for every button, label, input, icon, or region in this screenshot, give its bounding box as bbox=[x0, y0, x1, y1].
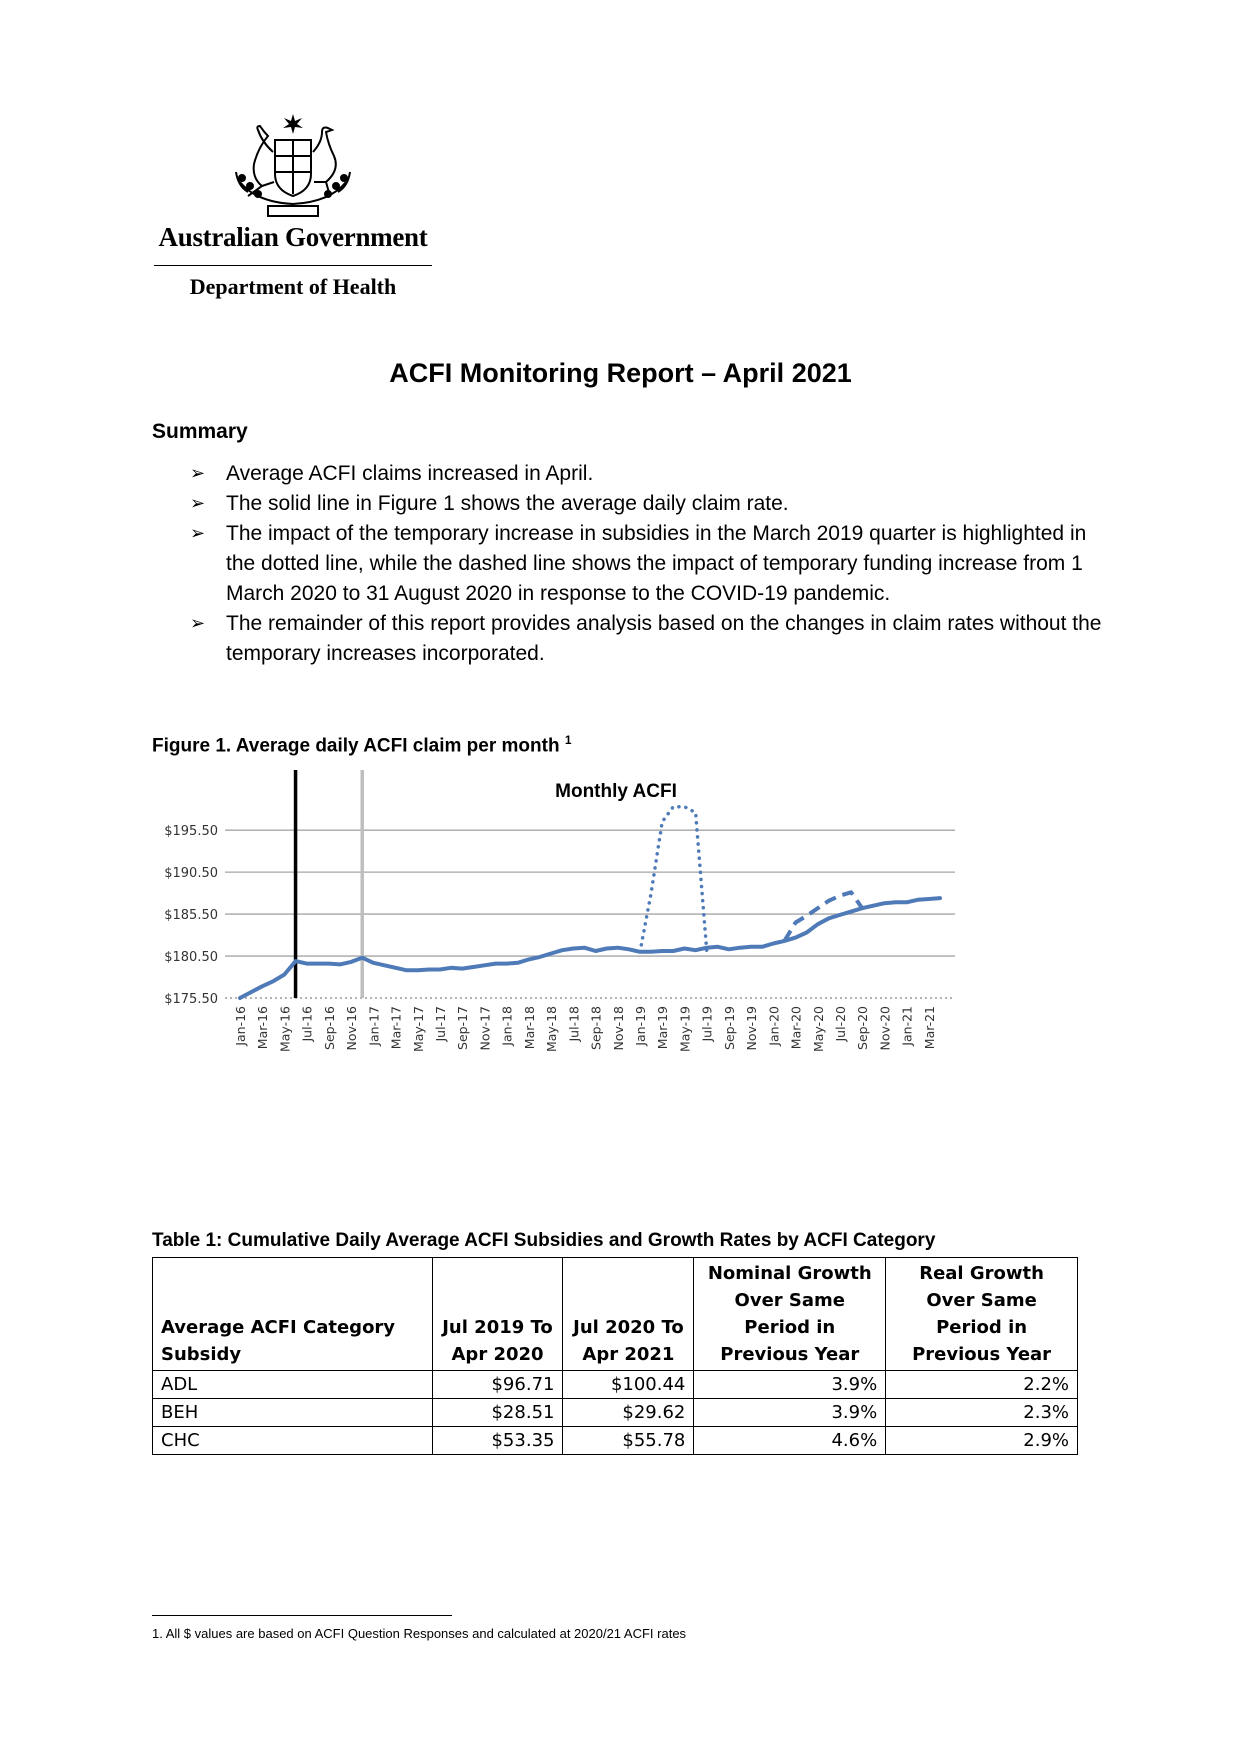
bullet-item bbox=[190, 459, 1110, 489]
logo-divider bbox=[154, 265, 432, 266]
government-logo bbox=[152, 112, 434, 312]
x-tick-label: Jul-18 bbox=[566, 1006, 582, 1042]
x-tick-label: Jul-16 bbox=[299, 1006, 315, 1042]
y-tick-label: $175.50 bbox=[164, 992, 218, 1007]
value-cell: $53.35 bbox=[432, 1427, 563, 1455]
header-real-growth: Real Growth Over Same Period in Previous Year bbox=[886, 1258, 1078, 1371]
value-cell: $100.44 bbox=[563, 1371, 694, 1399]
arrow-bullet-icon: ➢ bbox=[190, 523, 206, 544]
footnote-divider bbox=[152, 1615, 452, 1616]
y-tick-label: $180.50 bbox=[164, 950, 218, 966]
x-tick-label: Jan-20 bbox=[766, 1006, 782, 1046]
header-nominal-growth: Nominal Growth Over Same Period in Previous Year bbox=[694, 1258, 886, 1371]
chart-series bbox=[240, 807, 940, 998]
table-caption: Table 1: Cumulative Daily Average ACFI Subsidies and Growth Rates by ACFI Category bbox=[152, 1230, 936, 1251]
x-tick-label: Sep-20 bbox=[855, 1006, 871, 1050]
category-cell: ADL bbox=[153, 1371, 433, 1399]
summary-bullets bbox=[190, 459, 1110, 669]
x-tick-label: May-17 bbox=[410, 1006, 426, 1053]
x-tick-label: Mar-18 bbox=[521, 1006, 537, 1050]
x-tick-label: Jan-18 bbox=[499, 1006, 515, 1046]
x-tick-label: Jan-17 bbox=[366, 1006, 382, 1046]
y-tick-label: $190.50 bbox=[164, 866, 218, 882]
x-tick-label: Nov-19 bbox=[744, 1006, 760, 1051]
arrow-bullet-icon: ➢ bbox=[190, 493, 206, 514]
category-cell: BEH bbox=[153, 1399, 433, 1427]
table-row bbox=[153, 1399, 1078, 1427]
x-tick-label: Mar-21 bbox=[921, 1006, 937, 1050]
x-tick-label: May-20 bbox=[810, 1006, 826, 1053]
x-tick-label: Mar-20 bbox=[788, 1006, 804, 1050]
header-period-2020-21: Jul 2020 To Apr 2021 bbox=[563, 1258, 694, 1371]
series-line-solid bbox=[240, 898, 940, 998]
x-tick-label: Sep-19 bbox=[721, 1006, 737, 1050]
bullet-item bbox=[190, 609, 1110, 669]
government-name: Australian Government bbox=[158, 222, 428, 252]
bullet-text: The impact of the temporary increase in subsidies in the March 2019 quarter is highlighted in the dotted line, while the dashed line shows the impact of temporary funding increase from 1 March 2020 to 31 August 2020 in response to the COVID-19 pandemic. bbox=[226, 522, 1087, 605]
growth-cell: 2.3% bbox=[886, 1399, 1078, 1427]
coat-of-arms-icon bbox=[218, 112, 368, 220]
footnote-marker: 1 bbox=[564, 733, 572, 747]
value-cell: $96.71 bbox=[432, 1371, 563, 1399]
figure-caption-text: Figure 1. Average daily ACFI claim per month bbox=[152, 735, 560, 757]
arrow-bullet-icon: ➢ bbox=[190, 463, 206, 484]
y-axis-ticks bbox=[164, 824, 218, 1007]
series-line-dotted bbox=[640, 807, 707, 952]
table-header-row bbox=[153, 1258, 1078, 1371]
figure-caption bbox=[152, 733, 572, 757]
x-tick-label: May-16 bbox=[277, 1006, 293, 1053]
growth-cell: 2.9% bbox=[886, 1427, 1078, 1455]
x-tick-label: Jul-17 bbox=[433, 1006, 448, 1042]
bullet-text: The solid line in Figure 1 shows the average daily claim rate. bbox=[226, 492, 789, 515]
x-tick-label: Sep-16 bbox=[321, 1006, 337, 1050]
x-tick-label: Mar-16 bbox=[255, 1006, 271, 1050]
chart-title: Monthly ACFI bbox=[555, 781, 677, 802]
category-cell: CHC bbox=[153, 1427, 433, 1455]
arrow-bullet-icon: ➢ bbox=[190, 613, 206, 634]
x-tick-label: Sep-17 bbox=[455, 1006, 471, 1050]
x-tick-label: Jan-16 bbox=[233, 1006, 248, 1046]
growth-cell: 3.9% bbox=[694, 1371, 886, 1399]
x-tick-label: Jul-20 bbox=[833, 1006, 848, 1042]
x-tick-label: Jan-19 bbox=[633, 1006, 648, 1046]
x-tick-label: Nov-20 bbox=[877, 1006, 893, 1051]
value-cell: $28.51 bbox=[432, 1399, 563, 1427]
table-row bbox=[153, 1427, 1078, 1455]
bullet-item bbox=[190, 489, 1110, 519]
value-cell: $55.78 bbox=[563, 1427, 694, 1455]
summary-heading: Summary bbox=[152, 420, 248, 443]
x-tick-label: Jan-21 bbox=[899, 1006, 915, 1046]
report-title: ACFI Monitoring Report – April 2021 bbox=[389, 358, 852, 388]
y-tick-label: $185.50 bbox=[164, 908, 218, 924]
x-tick-label: May-18 bbox=[544, 1006, 560, 1053]
table-row bbox=[153, 1371, 1078, 1399]
y-tick-label: $195.50 bbox=[164, 824, 218, 840]
x-tick-label: May-19 bbox=[677, 1006, 693, 1053]
x-tick-label: Mar-17 bbox=[388, 1006, 404, 1050]
monthly-acfi-chart bbox=[150, 770, 1070, 1190]
bullet-text: Average ACFI claims increased in April. bbox=[226, 462, 594, 485]
department-name: Department of Health bbox=[189, 274, 397, 299]
bullet-item bbox=[190, 519, 1110, 609]
growth-cell: 4.6% bbox=[694, 1427, 886, 1455]
footnote: 1. All $ values are based on ACFI Question Responses and calculated at 2020/21 ACFI rates bbox=[152, 1626, 687, 1641]
x-tick-label: Jul-19 bbox=[699, 1006, 715, 1042]
value-cell: $29.62 bbox=[563, 1399, 694, 1427]
growth-cell: 2.2% bbox=[886, 1371, 1078, 1399]
series-line-dashed bbox=[784, 892, 862, 941]
header-category: Average ACFI Category Subsidy bbox=[153, 1258, 433, 1371]
x-tick-label: Nov-17 bbox=[477, 1006, 493, 1051]
x-tick-label: Nov-18 bbox=[610, 1006, 626, 1051]
x-axis-ticks bbox=[233, 1006, 937, 1052]
x-tick-label: Nov-16 bbox=[344, 1006, 360, 1051]
growth-cell: 3.9% bbox=[694, 1399, 886, 1427]
x-tick-label: Mar-19 bbox=[655, 1006, 671, 1050]
acfi-subsidies-table bbox=[152, 1257, 1078, 1455]
header-period-2019-20: Jul 2019 To Apr 2020 bbox=[432, 1258, 563, 1371]
bullet-text: The remainder of this report provides analysis based on the changes in claim rates without the temporary increases incorporated. bbox=[226, 612, 1102, 665]
x-tick-label: Sep-18 bbox=[588, 1006, 604, 1050]
